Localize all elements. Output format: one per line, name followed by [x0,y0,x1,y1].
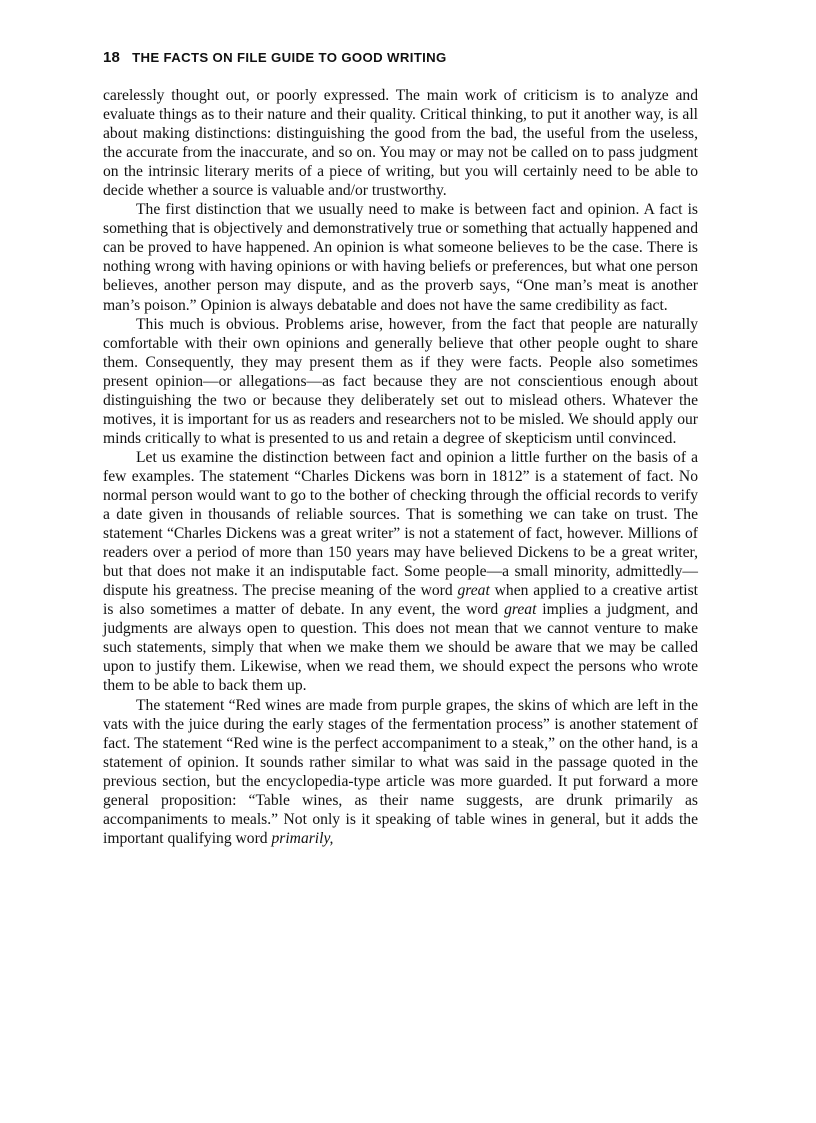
paragraph [103,200,698,314]
text-run: Let us examine the distinction between fact and opinion a little further on the basis of a few examples. The statement “Charles Dickens was born in 1812” is a statement of fact. No normal person would want to go to the bother of checking through the official records to verify a date given in thousands of reliable sources. That is something we can take on trust. The statement “Charles Dickens was a great writer” is not a statement of fact, however. Millions of readers over a period of more than 150 years may have believed Dickens to be a great writer, but that does not make it an indisputable fact. Some people—a small minority, admittedly—dispute his greatness. The precise meaning of the word [103,448,698,600]
book-page [103,44,698,848]
italic-word: primarily, [271,829,334,847]
text-run: implies a judgment, and judgments are always open to question. This does not mean that we cannot venture to make such statements, simply that when we make them we should be aware that we may be called upon to justify them. Likewise, when we read them, we should expect the persons who wrote them to be able to back them up. [103,601,698,695]
paragraph [103,86,698,200]
text-run: This much is obvious. Problems arise, however, from the fact that people are naturally comfortable with their own opinions and generally believe that other people ought to share them. Consequently, they may present them as if they were facts. People also sometimes present opinion—or allegations—as fact because they are not conscientious enough about distinguishing the two or because they deliberately set out to mislead others. Whatever the motives, it is important for us as readers and researchers not to be misled. We should apply our minds critically to what is presented to us and retain a degree of skepticism until convinced. [103,315,698,447]
book-title: THE FACTS ON FILE GUIDE TO GOOD WRITING [132,50,447,65]
running-head [103,44,698,72]
text-run: The statement “Red wines are made from purple grapes, the skins of which are left in the vats with the juice during the early stages of the fermentation process” is another statement of fact. The statement “Red wine is the perfect accompaniment to a steak,” on the other hand, is a statement of opinion. It sounds rather similar to what was said in the passage quoted in the previous section, but the encyclopedia-type article was more guarded. It put forward a more general proposition: “Table wines, as their name suggests, are drunk primarily as accompaniments to meals.” Not only is it speaking of table wines in general, but it adds the important qualifying word [103,696,698,847]
paragraph [103,696,698,848]
italic-word: great [457,582,490,600]
paragraph [103,448,698,696]
body-text [103,86,698,848]
text-run: carelessly thought out, or poorly expressed. The main work of criticism is to analyze and evaluate things as to their nature and their quality. Critical thinking, to put it another way, is all about making distinctions: distinguishing the good from the bad, the useful from the useless, the accurate from the inaccurate, and so on. You may or may not be called on to pass judgment on the intrinsic literary merits of a piece of writing, but you will certainly need to be able to decide whether a source is valuable and/or trustworthy. [103,87,698,200]
paragraph [103,315,698,448]
text-run: when applied to a creative artist is also sometimes a matter of debate. In any event, the word [103,582,698,619]
text-run: The first distinction that we usually need to make is between fact and opinion. A fact is something that is objectively and demonstratively true or something that actually happened and can be proved to have happened. An opinion is what someone believes to be the case. There is nothing wrong with having opinions or with having beliefs or preferences, but what one person believes, another person may dispute, and as the proverb says, “One man’s meat is another man’s poison.” Opinion is always debatable and does not have the same credibility as fact. [103,201,699,314]
page-number: 18 [103,49,121,66]
italic-word: great [504,601,537,619]
